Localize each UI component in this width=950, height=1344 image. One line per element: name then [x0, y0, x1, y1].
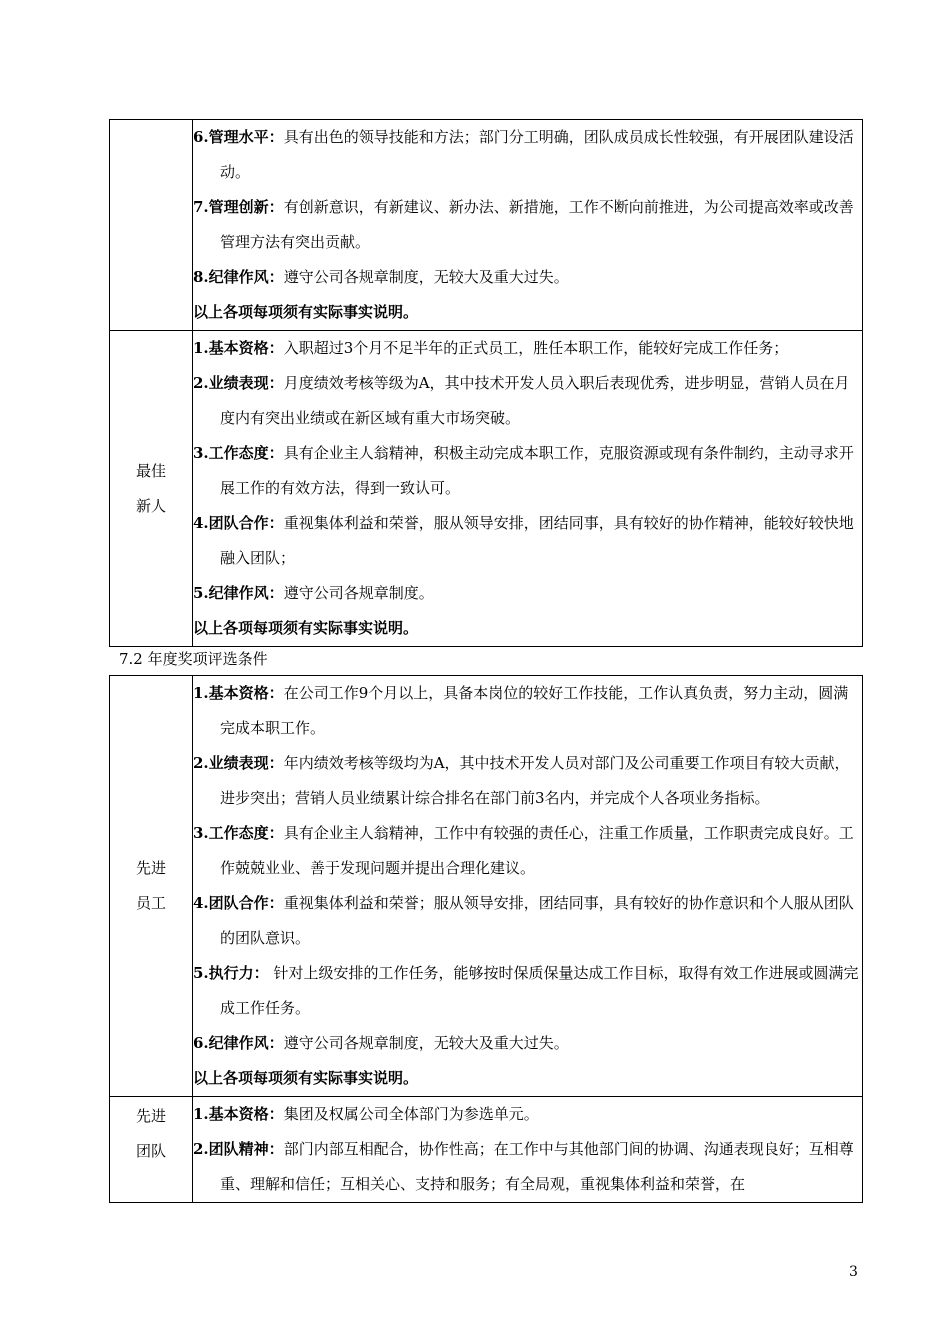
note-text: 以上各项每项须有实际事实说明。: [193, 1069, 419, 1087]
category-cell: [110, 676, 193, 1097]
page-number: 3: [849, 1264, 858, 1280]
list-item: 2.业绩表现：月度绩效考核等级为A，其中技术开发人员入职后表现优秀，进步明显，营销人员在月度内有突出业绩或在新区域有重大市场突破。: [193, 374, 850, 427]
list-item: 1.基本资格：在公司工作9个月以上，具备本岗位的较好工作技能，工作认真负责，努力主动，圆满完成本职工作。: [193, 684, 849, 737]
list-item: 5.执行力： 针对上级安排的工作任务，能够按时保质保量达成工作目标，取得有效工作进展或圆满完成工作任务。: [193, 964, 859, 1017]
list-item: 1.基本资格：集团及权属公司全体部门为参选单元。: [193, 1105, 539, 1123]
list-item: 6.纪律作风：遵守公司各规章制度，无较大及重大过失。: [193, 1034, 569, 1052]
criteria-cell: [193, 1097, 863, 1203]
criteria-cell: [193, 676, 863, 1097]
category-label: 最佳新人: [135, 461, 166, 515]
table-row: [110, 1097, 863, 1203]
table-row: [110, 676, 863, 1097]
note-text: 以上各项每项须有实际事实说明。: [193, 619, 419, 637]
criteria-cell: [193, 120, 863, 331]
category-cell: [110, 120, 193, 331]
criteria-cell: [193, 331, 863, 647]
list-item: 2.团队精神：部门内部互相配合，协作性高；在工作中与其他部门间的协调、沟通表现良好；互相尊重、理解和信任；互相关心、支持和服务；有全局观，重视集体利益和荣誉，在: [193, 1140, 854, 1193]
list-item: 4.团队合作：重视集体利益和荣誉；服从领导安排，团结同事，具有较好的协作意识和个人服从团队的团队意识。: [193, 894, 854, 947]
category-label: 先进员工: [135, 859, 166, 912]
list-item: 5.纪律作风：遵守公司各规章制度。: [193, 584, 434, 602]
list-item: 4.团队合作：重视集体利益和荣誉，服从领导安排，团结同事，具有较好的协作精神，能较好较快地融入团队；: [193, 514, 854, 567]
list-item: 2.业绩表现：年内绩效考核等级均为A，其中技术开发人员对部门及公司重要工作项目有较大贡献，进步突出；营销人员业绩累计综合排名在部门前3名内，并完成个人各项业务指标。: [193, 754, 850, 807]
list-item: 6.管理水平：具有出色的领导技能和方法；部门分工明确，团队成员成长性较强，有开展团队建设活动。: [193, 128, 854, 181]
section-caption: 7.2 年度奖项评选条件: [119, 650, 268, 668]
table-row: [110, 120, 863, 331]
list-item: 7.管理创新：有创新意识，有新建议、新办法、新措施，工作不断向前推进，为公司提高效率或改善管理方法有突出贡献。: [193, 198, 854, 251]
list-item: 8.纪律作风：遵守公司各规章制度，无较大及重大过失。: [193, 268, 569, 286]
table-annual-awards: [109, 675, 863, 1203]
list-item: 3.工作态度：具有企业主人翁精神，积极主动完成本职工作，克服资源或现有条件制约，主动寻求开展工作的有效方法，得到一致认可。: [193, 444, 854, 497]
table-monthly-awards: [109, 119, 863, 647]
category-label: 先进团队: [135, 1107, 166, 1160]
note-text: 以上各项每项须有实际事实说明。: [193, 303, 419, 321]
category-cell: [110, 331, 193, 647]
table-row: [110, 331, 863, 647]
list-item: 1.基本资格：入职超过3个月不足半年的正式员工，胜任本职工作，能较好完成工作任务；: [193, 339, 789, 357]
list-item: 3.工作态度：具有企业主人翁精神，工作中有较强的责任心，注重工作质量，工作职责完成良好。工作兢兢业业、善于发现问题并提出合理化建议。: [193, 824, 854, 877]
category-cell: [110, 1097, 193, 1203]
